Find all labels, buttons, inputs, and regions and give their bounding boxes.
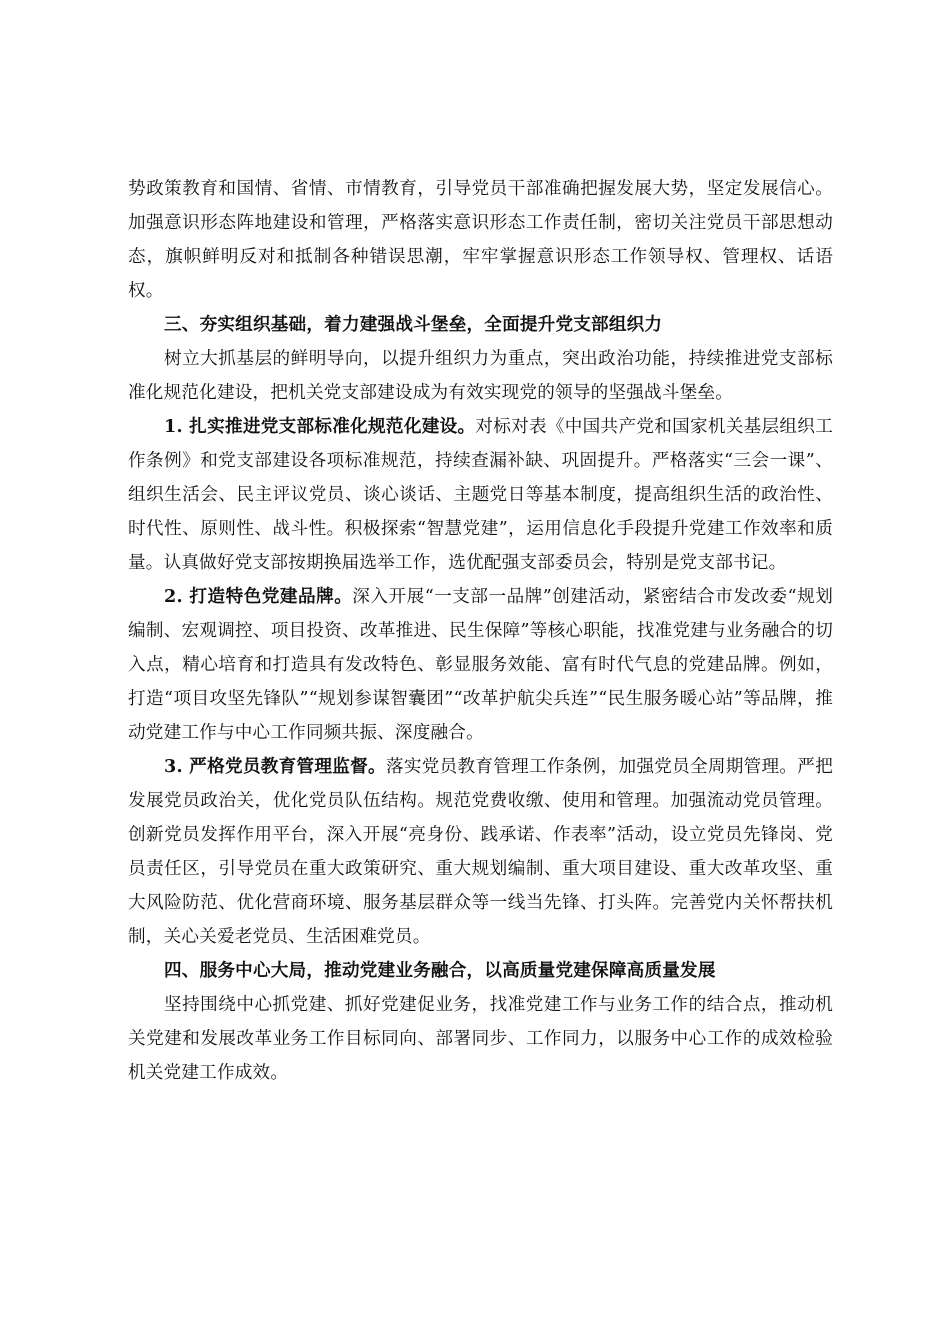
section-intro-3: 树立大抓基层的鲜明导向，以提升组织力为重点，突出政治功能，持续推进党支部标准化规范化建设，把机关党支部建设成为有效实现党的领导的坚强战斗堡垒。 <box>128 349 833 403</box>
paragraph-continuation: 势政策教育和国情、省情、市情教育，引导党员干部准确把握发展大势，坚定发展信心。加强意识形态阵地建设和管理，严格落实意识形态工作责任制，密切关注党员干部思想动态，旗帜鲜明反对和抵制各种错误思潮，牢牢掌握意识形态工作领导权、管理权、话语权。 <box>128 179 833 301</box>
list-item-2-body: 深入开展“一支部一品牌”创建活动，紧密结合市发改委“规划编制、宏观调控、项目投资、改革推进、民生保障”等核心职能，找准党建与业务融合的切入点，精心培育和打造具有发改特色、彰显服务效能、富有时代气息的党建品牌。例如，打造“项目攻坚先锋队”“规划参谋智囊团”“改革护航尖兵连”“民生服务暖心站”等品牌，推动党建工作与中心工作同频共振、深度融合。 <box>128 587 833 743</box>
document-body <box>128 172 833 1090</box>
list-item-2-lead: 2. 打造特色党建品牌。 <box>164 586 353 607</box>
list-item-3-body: 落实党员教育管理工作条例，加强党员全周期管理。严把发展党员政治关，优化党员队伍结构。规范党费收缴、使用和管理。加强流动党员管理。创新党员发挥作用平台，深入开展“亮身份、践承诺、作表率”活动，设立党员先锋岗、党员责任区，引导党员在重大政策研究、重大规划编制、重大项目建设、重大改革攻坚、重大风险防范、优化营商环境、服务基层群众等一线当先锋、打头阵。完善党内关怀帮扶机制，关心关爱老党员、生活困难党员。 <box>128 757 833 947</box>
section-heading-4: 四、服务中心大局，推动党建业务融合，以高质量党建保障高质量发展 <box>164 960 716 981</box>
list-item-1-body: 对标对表《中国共产党和国家机关基层组织工作条例》和党支部建设各项标准规范，持续查漏补缺、巩固提升。严格落实“三会一课”、组织生活会、民主评议党员、谈心谈话、主题党日等基本制度，提高组织生活的政治性、时代性、原则性、战斗性。积极探索“智慧党建”，运用信息化手段提升党建工作效率和质量。认真做好党支部按期换届选举工作，选优配强支部委员会，特别是党支部书记。 <box>128 417 833 573</box>
section-heading-3: 三、夯实组织基础，着力建强战斗堡垒，全面提升党支部组织力 <box>164 314 663 335</box>
list-item-2 <box>128 580 833 750</box>
section-intro-4: 坚持围绕中心抓党建、抓好党建促业务，找准党建工作与业务工作的结合点，推动机关党建和发展改革业务工作目标同向、部署同步、工作同力，以服务中心工作的成效检验机关党建工作成效。 <box>128 995 833 1083</box>
list-item-1 <box>128 410 833 580</box>
list-item-3-lead: 3. 严格党员教育管理监督。 <box>164 756 386 777</box>
list-item-3 <box>128 750 833 954</box>
list-item-1-lead: 1. 扎实推进党支部标准化规范化建设。 <box>164 416 476 437</box>
